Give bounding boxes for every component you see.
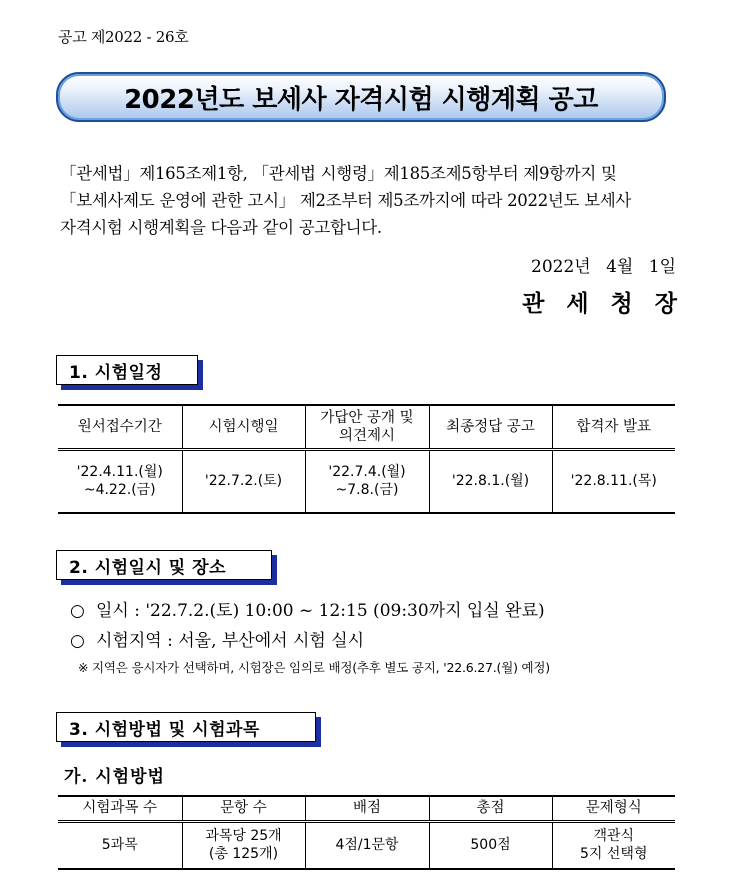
header-results: 합격자 발표 — [552, 405, 675, 449]
section-1-heading: 1. 시험일정 — [56, 355, 198, 385]
method-data-row — [58, 821, 675, 869]
exam-location-line — [70, 626, 364, 651]
header-final-answers: 최종정답 공고 — [429, 405, 552, 449]
points-cell: 4점/1문항 — [305, 821, 429, 869]
intro-line-2: 「보세사제도 운영에 관한 고시」 제2조부터 제5조까지에 따라 2022년도 보세사 — [60, 191, 632, 210]
location-note: ※ 지역은 응시자가 선택하며, 시험장은 임의로 배정(추후 별도 공지, '22.6.27.(월) 예정) — [78, 660, 550, 675]
header-total: 총점 — [429, 796, 552, 821]
header-provisional-answers-line1: 가답안 공개 및 — [320, 409, 414, 426]
header-subject-count: 시험과목 수 — [58, 796, 182, 821]
header-question-count: 문항 수 — [182, 796, 305, 821]
notice-date: 2022년 4월 1일 — [531, 257, 676, 277]
bullet-circle-icon: ○ — [70, 601, 85, 621]
final-answers-cell: '22.8.1.(월) — [429, 449, 552, 513]
intro-paragraph — [60, 160, 676, 241]
schedule-data-row — [58, 449, 675, 513]
question-count-cell — [182, 821, 305, 869]
notice-number: 공고 제2022 - 26호 — [58, 28, 189, 46]
section-2-heading: 2. 시험일시 및 장소 — [56, 550, 272, 580]
header-provisional-answers — [305, 405, 429, 449]
header-format: 문제형식 — [552, 796, 675, 821]
header-points: 배점 — [305, 796, 429, 821]
exam-date-cell: '22.7.2.(토) — [182, 449, 305, 513]
total-cell: 500점 — [429, 821, 552, 869]
application-period-cell — [58, 449, 182, 513]
document-title — [56, 72, 666, 122]
question-count-per-subject: 과목당 25개 — [205, 828, 282, 845]
application-period-end: ~4.22.(금) — [83, 482, 156, 499]
intro-line-3: 자격시험 시행계획을 다음과 같이 공고합니다. — [60, 218, 382, 237]
method-header-row — [58, 796, 675, 821]
question-count-total: (총 125개) — [208, 846, 279, 863]
provisional-answers-end: ~7.8.(금) — [335, 482, 399, 499]
schedule-header-row — [58, 405, 675, 449]
intro-line-1: 「관세법」제165조제1항, 「관세법 시행령」제185조제5항부터 제9항까지 및 — [60, 164, 617, 183]
document-title-text: 2022년도 보세사 자격시험 시행계획 공고 — [124, 84, 598, 115]
results-cell: '22.8.11.(목) — [552, 449, 675, 513]
subject-count-cell: 5과목 — [58, 821, 182, 869]
bullet-circle-icon: ○ — [70, 631, 85, 651]
exam-datetime-line — [70, 596, 545, 621]
format-type: 객관식 — [593, 828, 635, 845]
exam-datetime-text: 일시 : '22.7.2.(토) 10:00 ~ 12:15 (09:30까지 입실 완료) — [96, 601, 545, 621]
application-period-start: '22.4.11.(월) — [76, 464, 163, 481]
exam-schedule-table — [58, 404, 675, 514]
provisional-answers-cell — [305, 449, 429, 513]
header-application-period: 원서접수기간 — [58, 405, 182, 449]
header-exam-date: 시험시행일 — [182, 405, 305, 449]
format-cell — [552, 821, 675, 869]
format-choices: 5지 선택형 — [580, 846, 648, 863]
exam-method-subheading: 가. 시험방법 — [64, 767, 165, 787]
exam-location-text: 시험지역 : 서울, 부산에서 시험 실시 — [96, 631, 365, 651]
provisional-answers-start: '22.7.4.(월) — [328, 464, 406, 481]
issuer-name: 관세청장 — [522, 291, 699, 317]
section-3-heading: 3. 시험방법 및 시험과목 — [56, 712, 316, 742]
exam-method-table — [58, 795, 675, 870]
header-provisional-answers-line2: 의견제시 — [338, 427, 396, 444]
